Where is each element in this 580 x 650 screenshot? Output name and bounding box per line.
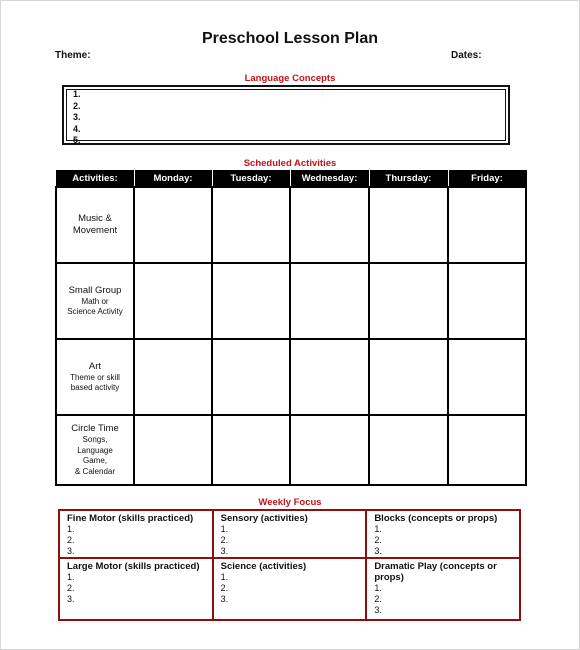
column-header-activities: Activities: <box>56 171 134 188</box>
activity-label-line: Math or <box>81 296 109 306</box>
schedule-cell[interactable] <box>134 415 212 485</box>
list-item: 1. <box>67 572 75 582</box>
focus-cell-blocks[interactable] <box>366 510 520 558</box>
schedule-cell[interactable] <box>369 263 448 339</box>
focus-cell-title-continued: props) <box>374 572 404 583</box>
activity-label-cell <box>56 187 134 263</box>
focus-cell-large-motor[interactable] <box>59 558 213 620</box>
schedule-cell[interactable] <box>448 263 526 339</box>
list-item: 3. <box>220 546 229 556</box>
activity-label-line: & Calendar <box>74 466 116 476</box>
activity-label-line: Movement <box>72 225 118 236</box>
schedule-cell[interactable] <box>212 339 290 415</box>
list-item: 1. <box>220 524 229 534</box>
table-row <box>59 510 520 558</box>
list-item: 2. <box>220 583 229 593</box>
focus-cell-sensory[interactable] <box>213 510 367 558</box>
schedule-cell[interactable] <box>290 187 369 263</box>
activities-table <box>55 170 527 486</box>
schedule-cell[interactable] <box>369 339 448 415</box>
focus-cell-title: Large Motor (skills practiced) <box>67 561 200 572</box>
activity-label-cell <box>56 415 134 485</box>
theme-label: Theme: <box>55 50 91 61</box>
schedule-cell[interactable] <box>290 415 369 485</box>
activity-label-line: Small Group <box>68 284 122 296</box>
list-item: 2. <box>374 594 382 604</box>
table-row <box>59 558 520 620</box>
list-item: 1. <box>67 524 75 534</box>
schedule-cell[interactable] <box>134 263 212 339</box>
focus-cell-title: Dramatic Play (concepts or <box>374 561 497 572</box>
schedule-cell[interactable] <box>134 187 212 263</box>
schedule-cell[interactable] <box>290 339 369 415</box>
language-concepts-heading: Language Concepts <box>244 73 336 84</box>
focus-cell-title: Science (activities) <box>220 561 307 572</box>
table-row <box>56 187 526 263</box>
schedule-cell[interactable] <box>448 415 526 485</box>
page-title: Preschool Lesson Plan <box>201 30 379 47</box>
list-item: 2. <box>374 535 382 545</box>
schedule-cell[interactable] <box>212 415 290 485</box>
list-item: 1. <box>374 583 382 593</box>
activity-label-line: Theme or skill <box>70 372 120 382</box>
scheduled-activities-heading: Scheduled Activities <box>243 158 337 169</box>
schedule-cell[interactable] <box>369 187 448 263</box>
activity-label-line: based activity <box>70 383 120 392</box>
list-item: 2. <box>220 535 229 545</box>
schedule-cell[interactable] <box>448 339 526 415</box>
schedule-cell[interactable] <box>369 415 448 485</box>
activity-label-line: Language <box>77 445 113 455</box>
activity-label-line: Songs, <box>82 435 108 444</box>
weekly-focus-heading: Weekly Focus <box>258 497 322 508</box>
table-row <box>56 339 526 415</box>
activity-label-line: Science Activity <box>67 307 123 316</box>
list-item: 2. <box>67 535 75 545</box>
activity-label-line: Art <box>88 360 102 372</box>
focus-cell-science[interactable] <box>213 558 367 620</box>
focus-cell-title: Blocks (concepts or props) <box>374 513 498 524</box>
list-item: 1. <box>220 572 229 582</box>
weekly-focus-grid <box>58 509 521 621</box>
focus-cell-title: Fine Motor (skills practiced) <box>67 513 194 524</box>
schedule-cell[interactable] <box>448 187 526 263</box>
column-header-thursday: Thursday: <box>369 171 448 188</box>
focus-cell-fine-motor[interactable] <box>59 510 213 558</box>
activity-label-line: Circle Time <box>71 423 119 434</box>
list-item: 3. <box>374 546 382 556</box>
column-header-tuesday: Tuesday: <box>212 171 290 188</box>
list-item: 3. <box>220 594 229 604</box>
focus-cell-dramatic-play[interactable] <box>366 558 520 620</box>
activity-label-line: Music & <box>78 213 112 224</box>
list-item[interactable]: 4. <box>73 123 81 134</box>
list-item: 3. <box>67 594 75 604</box>
list-item[interactable]: 2. <box>73 100 81 111</box>
activity-label-cell <box>56 339 134 415</box>
schedule-cell[interactable] <box>290 263 369 339</box>
schedule-cell[interactable] <box>212 187 290 263</box>
column-header-friday: Friday: <box>448 171 526 188</box>
schedule-cell[interactable] <box>134 339 212 415</box>
column-header-monday: Monday: <box>134 171 212 188</box>
language-concepts-list <box>73 89 508 147</box>
list-item: 3. <box>67 546 75 556</box>
list-item[interactable]: 5. <box>73 135 81 145</box>
schedule-cell[interactable] <box>212 263 290 339</box>
table-row <box>56 415 526 485</box>
language-concepts-box <box>62 85 510 145</box>
list-item: 2. <box>67 583 75 593</box>
table-row <box>56 263 526 339</box>
list-item: 3. <box>374 605 382 615</box>
dates-label: Dates: <box>451 50 482 61</box>
table-header-row <box>56 171 526 188</box>
list-item[interactable]: 3. <box>73 112 81 122</box>
column-header-wednesday: Wednesday: <box>290 171 369 188</box>
activity-label-cell <box>56 263 134 339</box>
activity-label-line: Game, <box>82 456 107 465</box>
list-item[interactable]: 1. <box>73 89 81 99</box>
list-item: 1. <box>374 524 382 534</box>
focus-cell-title: Sensory (activities) <box>220 513 308 524</box>
